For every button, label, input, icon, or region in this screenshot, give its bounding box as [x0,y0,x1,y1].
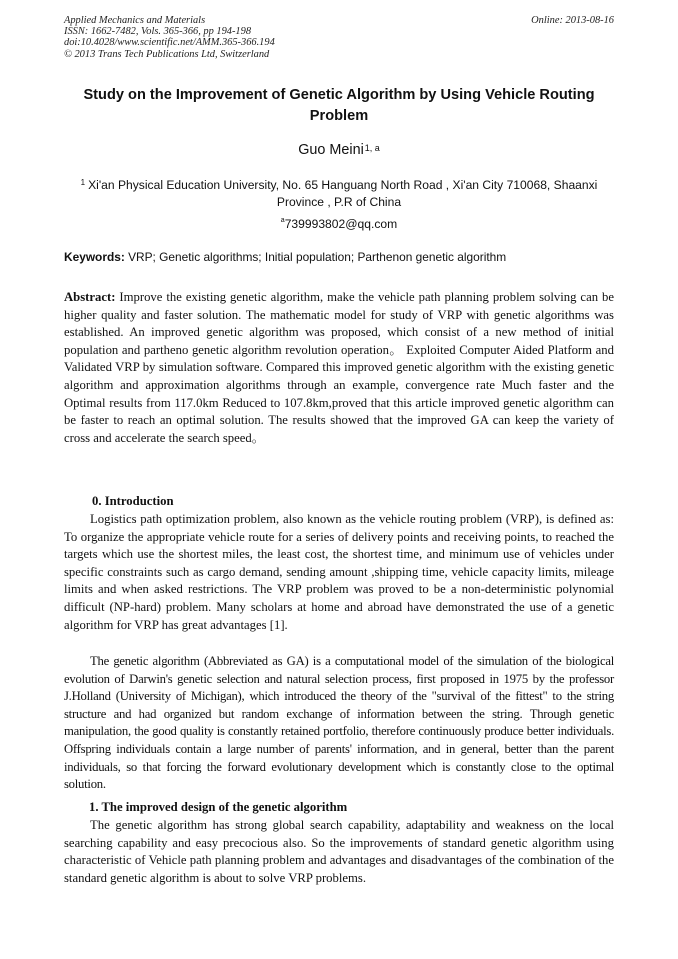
abstract-label: Abstract: [64,290,116,304]
section-0-paragraph-1: Logistics path optimization problem, also known as the vehicle routing problem (VRP), is defined as: To organize the appropriate vehicle route for a series of delivery points and receiving points, to reached the targets which use the shortest miles, the least cost, the shortest time, and minimum use of vehicles under specific constraints such as cargo demand, sending amount ,shipping time, vehicle capacity limits, mileage limits and when asked restrictions. The VRP problem was proved to be a non-deterministic polynomial difficult (NP-hard) problem. Many scholars at home and abroad have demonstrated the use of a genetic algorithm for VRP has great advantages [1]. [64,512,614,632]
keywords [64,249,614,265]
author-name: Guo Meini [298,142,364,158]
keywords-text: VRP; Genetic algorithms; Initial population; Parthenon genetic algorithm [124,250,507,264]
author-superscript: 1, a [364,143,380,153]
paper-title: Study on the Improvement of Genetic Algorithm by Using Vehicle Routing Problem [83,87,595,124]
section-1-heading: 1. The improved design of the genetic algorithm [89,800,348,814]
affiliation-superscript: 1 [80,178,86,187]
online-date: Online: 2013-08-16 [531,15,614,26]
affiliation-text: Xi'an Physical Education University, No. 65 Hanguang North Road , Xi'an City 710068, Shaanxi Province , P.R of China [88,178,598,209]
copyright-line: © 2013 Trans Tech Publications Ltd, Switzerland [64,48,270,60]
issn-line: ISSN: 1662-7482, Vols. 365-366, pp 194-198 [64,26,252,38]
keywords-label: Keywords: [64,250,125,264]
abstract-text: Improve the existing genetic algorithm, make the vehicle path planning problem solving can be higher quality and faster solution. The mathematic model for study of VRP with genetic algorithms was established. An improved genetic algorithm was proposed, which consist of a new method of initial population and partheno genetic algorithm revolution operation。 Exploited Computer Aided Platform and Validated VRP by simulation software. Compared this improved genetic algorithm with the existing genetic algorithm and approximation algorithms through an example, convergence rate Much faster and the Optimal results from 117.0km Reduced to 107.8km,proved that this article improved genetic algorithm can be faster to reach an optimal solution. The results showed that the improved GA can keep the variety of cross and accelerate the search speed。 [64,290,614,445]
section-0-heading: 0. Introduction [92,494,174,508]
email-address: 739993802@qq.com [284,217,398,231]
journal-header [64,15,275,60]
journal-name: Applied Mechanics and Materials [64,15,206,26]
email-superscript: a [280,217,285,224]
section-0-paragraph-2: The genetic algorithm (Abbreviated as GA) is a computational model of the simulation of the biological evolution of Darwin's genetic selection and natural selection process, first proposed in 1975 by the professor J.Holland (University of Michigan), which introduced the theory of the "survival of the fittest" to the string structure and had organized but random exchange of information between the string. Through genetic manipulation, the good quality is constantly retained portfolio, therefore continuously produce better individuals. Offspring individuals contain a large number of parents' information, and in general, better than the parent individuals, so that forcing the forward evolutionary development which is constantly close to the optimal solution. [64,654,614,792]
author-line [64,140,614,160]
affiliation [64,177,614,211]
section-1-paragraph-1: The genetic algorithm has strong global search capability, adaptability and weakness on the local searching capability and easy precocious also. So the improvements of standard genetic algorithm using characteristic of Vehicle path planning problem and advantages and disadvantages of the combination of the standard genetic algorithm is about to solve VRP problems. [64,818,614,885]
abstract [64,289,614,447]
email-line [64,216,614,232]
doi-line: doi:10.4028/www.scientific.net/AMM.365-366.194 [64,37,275,49]
